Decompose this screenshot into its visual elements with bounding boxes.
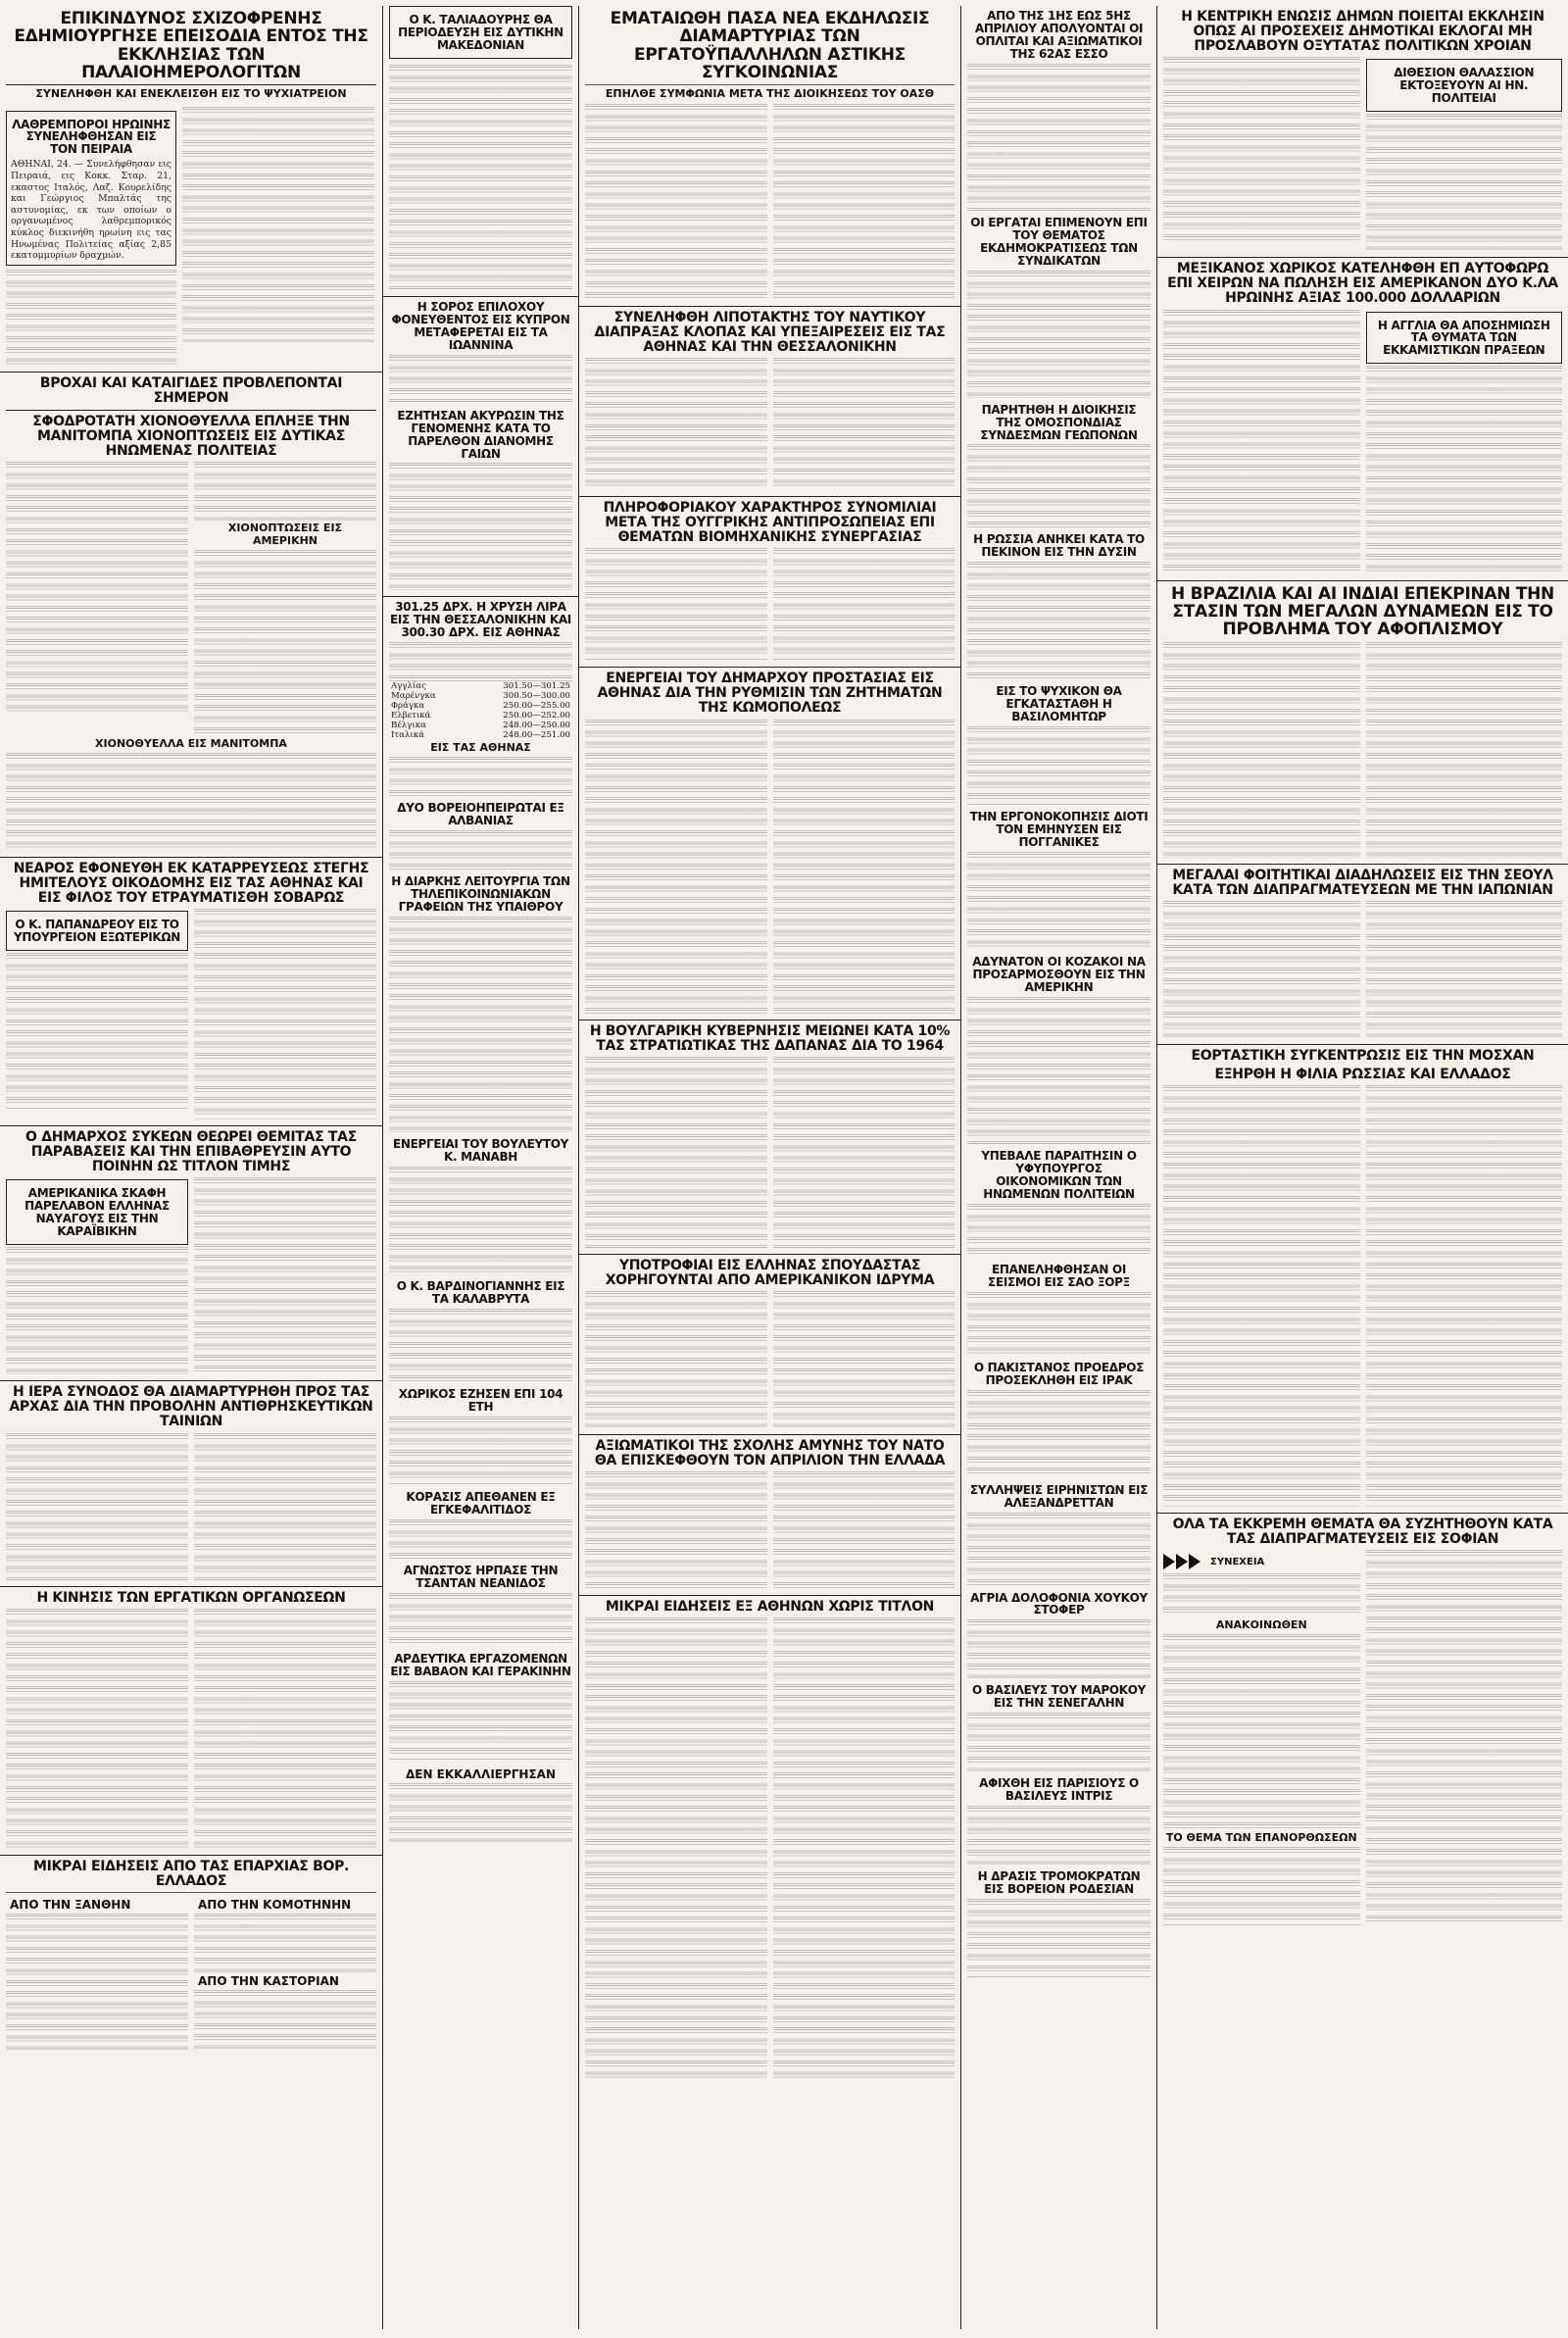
headline: ΜΙΚΡΑΙ ΕΙΔΗΣΕΙΣ ΑΠΟ ΤΑΣ ΕΠΑΡΧΙΑΣ ΒΟΡ. ΕΛΛΑΔΟΣ bbox=[32, 1858, 350, 1889]
article-text-block bbox=[389, 463, 572, 590]
article-text-block bbox=[1163, 1573, 1360, 1617]
article-russia-peking bbox=[967, 533, 1151, 679]
article-text-block bbox=[389, 1593, 572, 1647]
article-text-block bbox=[389, 1417, 572, 1485]
column-3 bbox=[578, 6, 960, 2329]
article-text-block bbox=[967, 1806, 1151, 1865]
article-text-block bbox=[6, 462, 188, 717]
article-text-block bbox=[585, 358, 767, 490]
article-pakistan-iraq bbox=[967, 1362, 1151, 1478]
article-labor-organizations bbox=[6, 1591, 376, 1849]
headline: ΑΡΔΕΥΤΙΚΑ ΕΡΓΑΖΟΜΕΝΩΝ ΕΙΣ ΒΑΒΑΟΝ ΚΑΙ ΓΕΡΑΚΙΝΗΝ bbox=[390, 1651, 571, 1678]
article-text-block bbox=[194, 1177, 376, 1373]
subheadline: ΑΠΟ ΤΗΝ ΚΟΜΟΤΗΝΗΝ bbox=[198, 1897, 352, 1912]
article-hungarian-talks bbox=[585, 501, 955, 661]
article-text-block bbox=[6, 1914, 188, 2051]
article-gold-sovereign bbox=[389, 601, 572, 796]
subheadline: ΧΙΟΝΟΠΤΩΣΕΙΣ ΕΙΣ ΑΜΕΡΙΚΗΝ bbox=[227, 522, 343, 547]
article-brazil-india bbox=[1163, 585, 1562, 858]
article-text-block bbox=[585, 548, 767, 661]
article-text-block bbox=[194, 550, 376, 736]
article-land-distribution bbox=[389, 410, 572, 591]
article-morocco-king bbox=[967, 1684, 1151, 1771]
currency-name: Φράγκα bbox=[391, 701, 425, 712]
headline: Η ΡΩΣΣΙΑ ΑΝΗΚΕΙ ΚΑΤΑ ΤΟ ΠΕΚΙΝΟΝ ΕΙΣ ΤΗΝ ΔΥΣΙΝ bbox=[973, 532, 1145, 560]
article-text-block bbox=[1366, 366, 1563, 572]
headline: ΕΝΕΡΓΕΙΑΙ ΤΟΥ ΔΗΜΑΡΧΟΥ ΠΡΟΣΤΑΣΙΑΣ ΕΙΣ ΑΘΗΝΑΣ ΔΙΑ ΤΗΝ ΡΥΘΜΙΣΙΝ ΤΩΝ ΖΗΤΗΜΑΤΩΝ ΤΗΣ ΚΩΜΟΠΟΛΕΩΣ bbox=[597, 671, 943, 717]
article-rhodesia bbox=[967, 1870, 1151, 1977]
article-contractor bbox=[967, 811, 1151, 950]
article-text-block bbox=[967, 562, 1151, 679]
price-row bbox=[389, 691, 572, 701]
article-text-block bbox=[194, 1609, 376, 1849]
headline: Η ΔΙΑΡΚΗΣ ΛΕΙΤΟΥΡΓΙΑ ΤΩΝ ΤΗΛΕΠΙΚΟΙΝΩΝΙΑΚΩΝ ΓΡΑΦΕΙΩΝ ΤΗΣ ΥΠΑΙΘΡΟΥ bbox=[391, 874, 570, 915]
article-encephalitis bbox=[389, 1491, 572, 1559]
headline: ΕΜΑΤΑΙΩΘΗ ΠΑΣΑ ΝΕΑ ΕΚΔΗΛΩΣΙΣ ΔΙΑΜΑΡΤΥΡΙΑΣ ΤΩΝ ΕΡΓΑΤΟΫΠΑΛΛΗΛΩΝ ΑΣΤΙΚΗΣ ΣΥΓΚΟΙΝΩΝΙΑΣ bbox=[610, 9, 930, 83]
article-text-block bbox=[194, 462, 376, 521]
article-text-block bbox=[6, 270, 176, 368]
article-text-block bbox=[585, 1057, 767, 1248]
continuation-arrows-icon bbox=[1163, 1554, 1200, 1569]
article-north-greece-news bbox=[6, 1860, 376, 2051]
article-text-block bbox=[773, 1057, 956, 1248]
headline: ΕΝΕΡΓΕΙΑΙ ΤΟΥ ΒΟΥΛΕΥΤΟΥ Κ. ΜΑΝΑΒΗ bbox=[392, 1137, 569, 1165]
headline: ΜΕΞΙΚΑΝΟΣ ΧΩΡΙΚΟΣ ΚΑΤΕΛΗΦΘΗ ΕΠ ΑΥΤΟΦΩΡΩ ΕΠΙ ΧΕΙΡΩΝ ΝΑ ΠΩΛΗΣΗ ΕΙΣ ΑΜΕΡΙΚΑΝΟΝ ΔΥΟ Κ.ΛΑ ΗΡΩΙΝΗΣ ΑΞΙΑΣ 100.000 ΔΟΛΛΑΡΙΩΝ bbox=[1167, 261, 1558, 307]
article-text-block bbox=[773, 720, 956, 1014]
article-text-block bbox=[773, 1291, 956, 1428]
article-text-block bbox=[389, 642, 572, 681]
headline: Η ΔΡΑΣΙΣ ΤΡΟΜΟΚΡΑΤΩΝ ΕΙΣ ΒΟΡΕΙΟΝ ΡΟΔΕΣΙΑΝ bbox=[977, 1869, 1141, 1897]
headline: ΑΠΟ ΤΗΣ 1ΗΣ ΕΩΣ 5ΗΣ ΑΠΡΙΛΙΟΥ ΑΠΟΛΥΟΝΤΑΙ ΟΙ ΟΠΛΙΤΑΙ ΚΑΙ ΑΞΙΩΜΑΤΙΚΟΙ ΤΗΣ 62ΑΣ ΕΣΣΟ bbox=[974, 9, 1144, 61]
article-text-block bbox=[585, 1291, 767, 1428]
headline: ΔΥΟ ΒΟΡΕΙΟΗΠΕΙΡΩΤΑΙ ΕΞ ΑΛΒΑΝΙΑΣ bbox=[397, 801, 564, 828]
headline: ΠΑΡΗΤΗΘΗ Η ΔΙΟΙΚΗΣΙΣ ΤΗΣ ΟΜΟΣΠΟΝΔΙΑΣ ΣΥΝΔΕΣΜΩΝ ΓΕΩΠΟΝΩΝ bbox=[980, 402, 1138, 442]
article-text-block bbox=[1163, 1847, 1360, 1925]
article-text-block bbox=[389, 355, 572, 404]
headline: ΤΗΝ ΕΡΓΟΝΟΚΟΠΗΣΙΣ ΔΙΟΤΙ ΤΟΝ ΕΜΗΝΥΣΕΝ ΕΙΣ ΠΟΓΓΑΝΙΚΕΣ bbox=[969, 810, 1149, 850]
price-row bbox=[389, 701, 572, 711]
article-schizophrenic bbox=[6, 10, 376, 101]
article-text-block bbox=[967, 1899, 1151, 1977]
article-text-block bbox=[194, 1433, 376, 1580]
article-text-block bbox=[1163, 1634, 1360, 1830]
headline: ΧΩΡΙΚΟΣ ΕΖΗΣΕΝ ΕΠΙ 104 ΕΤΗ bbox=[398, 1387, 564, 1414]
article-text-block bbox=[389, 917, 572, 1132]
article-text-block bbox=[967, 271, 1151, 398]
article-weather bbox=[6, 376, 376, 851]
headline: Η ΣΟΡΟΣ ΕΠΙΛΟΧΟΥ ΦΟΝΕΥΘΕΝΤΟΣ ΕΙΣ ΚΥΠΡΟΝ ΜΕΤΑΦΕΡΕΤΑΙ ΕΙΣ ΤΑ ΙΩΑΝΝΙΝΑ bbox=[391, 299, 570, 352]
article-workers-unions bbox=[967, 217, 1151, 398]
column-1 bbox=[0, 6, 382, 2329]
article-heroin-piraeus bbox=[6, 111, 176, 266]
article-text-block bbox=[773, 104, 956, 300]
currency-price: 250.00—255.00 bbox=[503, 701, 570, 712]
article-vardinogiannis bbox=[389, 1280, 572, 1382]
article-cossacks bbox=[967, 956, 1151, 1144]
article-soldier-body bbox=[389, 301, 572, 404]
article-text-block bbox=[389, 1681, 572, 1760]
article-taliadouris bbox=[389, 6, 572, 59]
headline: Ο ΒΑΣΙΛΕΥΣ ΤΟΥ ΜΑΡΟΚΟΥ ΕΙΣ ΤΗΝ ΣΕΝΕΓΑΛΗΝ bbox=[971, 1683, 1147, 1711]
headline: ΔΕΝ ΕΚΚΑΛΛΙΕΡΓΗΣΑΝ bbox=[405, 1766, 557, 1781]
article-sofia-negotiations bbox=[1163, 1517, 1562, 1925]
headline: 301.25 ΔΡΧ. Η ΧΡΥΣΗ ΛΙΡΑ ΕΙΣ ΤΗΝ ΘΕΣΣΑΛΟΝΙΚΗΝ ΚΑΙ 300.30 ΔΡΧ. ΕΙΣ ΑΘΗΝΑΣ bbox=[390, 600, 571, 640]
headline: ΑΞΙΩΜΑΤΙΚΟΙ ΤΗΣ ΣΧΟΛΗΣ ΑΜΥΝΗΣ ΤΟΥ ΝΑΤΟ ΘΑ ΕΠΙΣΚΕΦΘΟΥΝ ΤΟΝ ΑΠΡΙΛΙΟΝ ΤΗΝ ΕΛΛΑΔΑ bbox=[594, 1437, 946, 1469]
article-body: ΑΘΗΝΑΙ, 24. — Συνελήφθησαν εις Πειραιά, εις Κοκκ. Σταρ. 21, εκαστος Ιταλός, Λαζ. Κουρελίδης και Γεώργιος Μπαλτάς της αστυνομίας, εκ των οποίων ο οργανωμένος λαθρεμπορικός κύκλος διεκινήθη ηρωίνη εις τας Ηνωμένας Πολιτείας αξίας 2,85 εκατομμυρίων δραχμών. bbox=[11, 159, 172, 262]
article-sao-jorge bbox=[967, 1264, 1151, 1356]
article-text-block bbox=[967, 1619, 1151, 1678]
article-text-block bbox=[1366, 114, 1563, 251]
article-text-block bbox=[6, 1247, 188, 1374]
headline: ΣΦΟΔΡΟΤΑΤΗ ΧΙΟΝΟΘΥΕΛΛΑ ΕΠΛΗΞΕ ΤΗΝ ΜΑΝΙΤΟΜΠΑ ΧΙΟΝΟΠΤΩΣΕΙΣ ΕΙΣ ΔΥΤΙΚΑΣ ΗΝΩΜΕΝΑΣ ΠΟΛΙΤΕΙΑΣ bbox=[32, 414, 350, 460]
price-table bbox=[389, 681, 572, 740]
article-municipal-elections bbox=[1163, 10, 1562, 251]
article-text-block bbox=[773, 1471, 956, 1589]
headline: Ο ΔΗΜΑΡΧΟΣ ΣΥΚΕΩΝ ΘΕΩΡΕΙ ΘΕΜΙΤΑΣ ΤΑΣ ΠΑΡΑΒΑΣΕΙΣ ΚΑΙ ΤΗΝ ΕΠΙΒΑΘΡΕΥΣΙΝ ΑΥΤΟ ΠΟΙΝΗΝ ΩΣ ΤΙΤΛΟΝ ΤΙΜΗΣ bbox=[25, 1129, 357, 1175]
article-text-block bbox=[1366, 1085, 1563, 1507]
headline: ΣΥΛΛΗΨΕΙΣ ΕΙΡΗΝΙΣΤΩΝ ΕΙΣ ΑΛΕΞΑΝΔΡΕΤΤΑΝ bbox=[969, 1482, 1149, 1510]
article-agronomists bbox=[967, 404, 1151, 528]
headline: ΥΠΟΤΡΟΦΙΑΙ ΕΙΣ ΕΛΛΗΝΑΣ ΣΠΟΥΔΑΣΤΑΣ ΧΟΡΗΓΟΥΝΤΑΙ ΑΠΟ ΑΜΕΡΙΚΑΝΙΚΟΝ ΙΔΡΥΜΑ bbox=[605, 1257, 935, 1288]
article-mexican-heroin bbox=[1163, 262, 1562, 573]
article-purse-theft bbox=[389, 1565, 572, 1647]
headline: ΑΦΙΧΘΗ ΕΙΣ ΠΑΡΙΣΙΟΥΣ Ο ΒΑΣΙΛΕΥΣ ΙΝΤΡΙΣ bbox=[979, 1776, 1139, 1804]
headline: ΔΙΘΕΣΙΟΝ ΘΑΛΑΣΣΙΟΝ ΕΚΤΟΞΕΥΟΥΝ ΑΙ ΗΝ. ΠΟΛΙΤΕΙΑΙ bbox=[1394, 66, 1535, 106]
currency-price: 300.50—300.00 bbox=[503, 691, 570, 702]
currency-price: 301.50—301.25 bbox=[503, 681, 570, 692]
article-104-years bbox=[389, 1388, 572, 1485]
headline: ΑΓΝΩΣΤΟΣ ΗΡΠΑΣΕ ΤΗΝ ΤΣΑΝΤΑΝ ΝΕΑΝΙΔΟΣ bbox=[403, 1563, 559, 1590]
article-text-block bbox=[389, 1519, 572, 1559]
article-text-block bbox=[585, 1471, 767, 1589]
headline: Ο Κ. ΤΑΛΙΑΔΟΥΡΗΣ ΘΑ ΠΕΡΙΟΔΕΥΣΗ ΕΙΣ ΔΥΤΙΚΗΝ ΜΑΚΕΔΟΝΙΑΝ bbox=[398, 13, 564, 52]
article-navy-deserter bbox=[585, 311, 955, 490]
article-treasury-resign bbox=[967, 1150, 1151, 1258]
article-text-block bbox=[967, 1513, 1151, 1586]
headline: Ο ΠΑΚΙΣΤΑΝΟΣ ΠΡΟΕΔΡΟΣ ΠΡΟΣΕΚΛΗΘΗ ΕΙΣ ΙΡΑΚ bbox=[973, 1360, 1145, 1387]
headline: ΕΠΑΝΕΛΗΦΘΗΣΑΝ ΟΙ ΣΕΙΣΜΟΙ ΕΙΣ ΣΑΟ ΞΟΡΞ bbox=[988, 1262, 1130, 1289]
headline: ΣΥΝΕΛΗΦΘΗ ΛΙΠΟΤΑΚΤΗΣ ΤΟΥ ΝΑΥΤΙΚΟΥ ΔΙΑΠΡΑΞΑΣ ΚΛΟΠΑΣ ΚΑΙ ΥΠΕΞΑΙΡΕΣΕΙΣ ΕΙΣ ΤΑΣ ΑΘΗΝΑΣ ΚΑΙ ΤΗΝ ΘΕΣΣΑΛΟΝΙΚΗΝ bbox=[594, 309, 946, 355]
subheadline: ΑΠΟ ΤΗΝ ΚΑΣΤΟΡΙΑΝ bbox=[198, 1973, 339, 1988]
article-pacifist-arrests bbox=[967, 1484, 1151, 1586]
article-queen-mother bbox=[967, 685, 1151, 805]
article-text-block bbox=[1366, 642, 1563, 858]
headline: ΝΕΑΡΟΣ ΕΦΟΝΕΥΘΗ ΕΚ ΚΑΤΑΡΡΕΥΣΕΩΣ ΣΤΕΓΗΣ ΗΜΙΤΕΛΟΥΣ ΟΙΚΟΔΟΜΗΣ ΕΙΣ ΤΑΣ ΑΘΗΝΑΣ ΚΑΙ ΕΙΣ ΦΙΛΟΣ ΤΟΥ ΕΤΡΑΥΜΑΤΙΣΘΗ ΣΟΒΑΡΩΣ bbox=[13, 860, 369, 906]
article-text-block bbox=[1366, 1550, 1563, 1922]
article-not-cultivated bbox=[389, 1766, 572, 1842]
article-text-block bbox=[1366, 901, 1563, 1038]
price-row bbox=[389, 681, 572, 691]
headline: ΕΠΙΚΙΝΔΥΝΟΣ ΣΧΙΖΟΦΡΕΝΗΣ ΕΔΗΜΙΟΥΡΓΗΣΕ ΕΠΕΙΣΟΔΙΑ ΕΝΤΟΣ ΤΗΣ ΕΚΚΛΗΣΙΑΣ ΤΩΝ ΠΑΛΑΙΟΗΜΕΡΟΛΟΓΙΤΩΝ bbox=[6, 10, 376, 85]
column-5 bbox=[1156, 6, 1568, 2329]
price-row bbox=[389, 721, 572, 730]
subheadline: ΑΠΟ ΤΗΝ ΞΑΝΘΗΝ bbox=[10, 1897, 131, 1912]
headline: ΚΟΡΑΣΙΣ ΑΠΕΘΑΝΕΝ ΕΞ ΕΓΚΕΦΑΛΙΤΙΔΟΣ bbox=[406, 1489, 556, 1517]
headline: Η ΒΡΑΖΙΛΙΑ ΚΑΙ ΑΙ ΙΝΔΙΑΙ ΕΠΕΚΡΙΝΑΝ ΤΗΝ ΣΤΑΣΙΝ ΤΩΝ ΜΕΓΑΛΩΝ ΔΥΝΑΜΕΩΝ ΕΙΣ ΤΟ ΠΡΟΒΛΗΜΑ ΤΟΥ ΑΦΟΠΛΙΣΜΟΥ bbox=[1171, 583, 1554, 640]
subheadline: ΕΠΗΛΘΕ ΣΥΜΦΩΝΙΑ ΜΕΤΑ ΤΗΣ ΔΙΟΙΚΗΣΕΩΣ ΤΟΥ ΟΑΣΘ bbox=[605, 87, 935, 101]
article-manavis bbox=[389, 1138, 572, 1274]
subheadline: ΣΥΝΕΛΗΦΘΗ ΚΑΙ ΕΝΕΚΛΕΙΣΘΗ ΕΙΣ ΤΟ ΨΥΧΙΑΤΡΕΙΟΝ bbox=[35, 87, 347, 101]
article-text-block bbox=[967, 1390, 1151, 1478]
currency-name: Βέλγικα bbox=[391, 721, 426, 731]
article-nato-officers bbox=[585, 1439, 955, 1589]
headline: Η ΙΕΡΑ ΣΥΝΟΔΟΣ ΘΑ ΔΙΑΜΑΡΤΥΡΗΘΗ ΠΡΟΣ ΤΑΣ ΑΡΧΑΣ ΔΙΑ ΤΗΝ ΠΡΟΒΟΛΗΝ ΑΝΤΙΘΡΗΣΚΕΥΤΙΚΩΝ ΤΑΙΝΙΩΝ bbox=[9, 1384, 373, 1430]
article-oasth-strike bbox=[585, 10, 955, 300]
currency-price: 250.00—252.00 bbox=[503, 711, 570, 721]
column-2 bbox=[382, 6, 578, 2329]
headline: ΥΠΕΒΑΛΕ ΠΑΡΑΙΤΗΣΙΝ Ο ΥΦΥΠΟΥΡΓΟΣ ΟΙΚΟΝΟΜΙΚΩΝ ΤΩΝ ΗΝΩΜΕΝΩΝ ΠΟΛΙΤΕΙΩΝ bbox=[981, 1148, 1137, 1201]
article-text-block bbox=[585, 720, 767, 1014]
article-text-block bbox=[1163, 1085, 1360, 1507]
article-text-block bbox=[585, 1617, 767, 2078]
article-text-block bbox=[967, 726, 1151, 805]
headline: ΒΡΟΧΑΙ ΚΑΙ ΚΑΤΑΙΓΙΔΕΣ ΠΡΟΒΛΕΠΟΝΤΑΙ ΣΗΜΕΡΟΝ bbox=[39, 374, 343, 406]
subheadline: ΑΝΑΚΟΙΝΩΘΕΝ bbox=[1215, 1618, 1307, 1632]
currency-name: Μαρένγκα bbox=[391, 691, 436, 702]
column-4 bbox=[960, 6, 1156, 2329]
subheadline: ΕΙΣ ΤΑΣ ΑΘΗΝΑΣ bbox=[430, 741, 531, 755]
article-seoul-students bbox=[1163, 869, 1562, 1038]
subheadline: ΕΞΗΡΘΗ Η ΦΙΛΙΑ ΡΩΣΣΙΑΣ ΚΑΙ ΕΛΛΑΔΟΣ bbox=[1214, 1066, 1511, 1082]
article-text-block bbox=[967, 852, 1151, 950]
price-row bbox=[389, 730, 572, 740]
headline: ΜΕΓΑΛΑΙ ΦΟΙΤΗΤΙΚΑΙ ΔΙΑΔΗΛΩΣΕΙΣ ΕΙΣ ΤΗΝ ΣΕΟΥΛ ΚΑΤΑ ΤΩΝ ΔΙΑΠΡΑΓΜΑΤΕΥΣΕΩΝ ΜΕ ΤΗΝ ΙΑΠΩΝΙΑΝ bbox=[1172, 867, 1553, 898]
article-text-block bbox=[1163, 310, 1360, 574]
article-text-block bbox=[1163, 57, 1360, 243]
headline: ΜΙΚΡΑΙ ΕΙΔΗΣΕΙΣ ΕΞ ΑΘΗΝΩΝ ΧΩΡΙΣ ΤΙΤΛΟΝ bbox=[605, 1599, 935, 1616]
article-text-block bbox=[773, 548, 956, 661]
article-text-block bbox=[585, 104, 767, 300]
headline: ΑΜΕΡΙΚΑΝΙΚΑ ΣΚΑΦΗ ΠΑΡΕΛΑΒΟΝ ΕΛΛΗΝΑΣ ΝΑΥΑΓΟΥΣ ΕΙΣ ΤΗΝ ΚΑΡΑΪΒΙΚΗΝ bbox=[24, 1186, 170, 1239]
article-text-block bbox=[389, 1309, 572, 1382]
article-roof-collapse bbox=[6, 862, 376, 1119]
article-holy-synod bbox=[6, 1385, 376, 1579]
headline: Η ΑΓΓΛΙΑ ΘΑ ΑΠΟΣΗΜΙΩΣΗ ΤΑ ΘΥΜΑΤΑ ΤΩΝ ΕΚΚΑΜΙΣΤΙΚΩΝ ΠΡΑΞΕΩΝ bbox=[1377, 318, 1550, 358]
article-north-epirotes bbox=[389, 802, 572, 870]
article-text-block bbox=[389, 1783, 572, 1842]
currency-name: Ελβετικά bbox=[391, 711, 431, 721]
headline: Η ΒΟΥΛΓΑΡΙΚΗ ΚΥΒΕΡΝΗΣΙΣ ΜΕΙΩΝΕΙ ΚΑΤΑ 10% ΤΑΣ ΣΤΡΑΤΙΩΤΙΚΑΣ ΤΗΣ ΔΑΠΑΝΑΣ ΔΙΑ ΤΟ 1964 bbox=[589, 1022, 951, 1054]
article-text-block bbox=[1163, 901, 1360, 1038]
article-text-block bbox=[967, 1204, 1151, 1258]
headline: ΕΖΗΤΗΣΑΝ ΑΚΥΡΩΣΙΝ ΤΗΣ ΓΕΝΟΜΕΝΗΣ ΚΑΤΑ ΤΟ ΠΑΡΕΛΘΟΝ ΔΙΑΝΟΜΗΣ ΓΑΙΩΝ bbox=[397, 408, 564, 461]
headline: ΕΟΡΤΑΣΤΙΚΗ ΣΥΓΚΕΝΤΡΩΣΙΣ ΕΙΣ ΤΗΝ ΜΟΣΧΑΝ bbox=[1191, 1047, 1535, 1064]
headline: ΕΙΣ ΤΟ ΨΥΧΙΚΟΝ ΘΑ ΕΓΚΑΤΑΣΤΑΘΗ Η ΒΑΣΙΛΟΜΗΤΩΡ bbox=[996, 684, 1122, 724]
article-text-block bbox=[389, 65, 572, 290]
article-text-block bbox=[6, 1433, 188, 1580]
article-text-block bbox=[194, 1990, 376, 2049]
article-text-block bbox=[967, 1713, 1151, 1771]
headline: Η ΚΕΝΤΡΙΚΗ ΕΝΩΣΙΣ ΔΗΜΩΝ ΠΟΙΕΙΤΑΙ ΕΚΚΛΗΣΙΝ ΟΠΩΣ ΑΙ ΠΡΟΣΕΧΕΙΣ ΔΗΜΟΤΙΚΑΙ ΕΚΛΟΓΑΙ ΜΗ ΠΡΟΣΛΑΒΟΥΝ ΟΞΥΤΑΤΑΣ ΠΟΛΙΤΙΚΩΝ ΧΡΟΙΑΝ bbox=[1181, 9, 1544, 55]
article-text-block bbox=[194, 909, 376, 1119]
article-text-block bbox=[6, 753, 376, 851]
article-text-block bbox=[6, 953, 188, 1110]
article-bulgarian-military bbox=[585, 1024, 955, 1248]
article-text-block bbox=[182, 107, 374, 342]
article-murder bbox=[967, 1592, 1151, 1679]
currency-price: 248.00—250.00 bbox=[503, 721, 570, 731]
headline: Ο Κ. ΠΑΠΑΝΔΡΕΟΥ ΕΙΣ ΤΟ ΥΠΟΥΡΓΕΙΟΝ ΕΞΩΤΕΡΙΚΩΝ bbox=[13, 918, 180, 944]
article-king-idris bbox=[967, 1777, 1151, 1865]
headline: ΛΑΘΡΕΜΠΟΡΟΙ ΗΡΩΙΝΗΣ ΣΥΝΕΛΗΦΘΗΣΑΝ ΕΙΣ ΤΟΝ ΠΕΙΡΑΙΑ bbox=[12, 117, 171, 157]
headline: ΟΙ ΕΡΓΑΤΑΙ ΕΠΙΜΕΝΟΥΝ ΕΠΙ ΤΟΥ ΘΕΜΑΤΟΣ ΕΚΔΗΜΟΚΡΑΤΙΣΕΩΣ ΤΩΝ ΣΥΝΔΙΚΑΤΩΝ bbox=[970, 215, 1148, 268]
article-scholarships bbox=[585, 1259, 955, 1428]
headline: Η ΚΙΝΗΣΙΣ ΤΩΝ ΕΡΓΑΤΙΚΩΝ ΟΡΓΑΝΩΣΕΩΝ bbox=[36, 1589, 346, 1606]
article-athens-briefs bbox=[585, 1600, 955, 2078]
subheadline: ΧΙΟΝΟΘΥΕΛΛΑ ΕΙΣ ΜΑΝΙΤΟΜΠΑ bbox=[95, 736, 287, 750]
headline: Ο Κ. ΒΑΡΔΙΝΟΓΙΑΝΝΗΣ ΕΙΣ ΤΑ ΚΑΛΑΒΡΥΤΑ bbox=[396, 1279, 565, 1307]
currency-name: Ιταλικά bbox=[391, 730, 424, 741]
article-mayor-prostasia bbox=[585, 672, 955, 1013]
headline: ΟΛΑ ΤΑ ΕΚΚΡΕΜΗ ΘΕΜΑΤΑ ΘΑ ΣΥΖΗΤΗΘΟΥΝ ΚΑΤΑ ΤΑΣ ΔΙΑΠΡΑΓΜΑΤΕΥΣΕΙΣ ΕΙΣ ΣΟΦΙΑΝ bbox=[1172, 1517, 1553, 1548]
article-telecom-offices bbox=[389, 875, 572, 1132]
subheadline: ΤΟ ΘΕΜΑ ΤΩΝ ΕΠΑΝΟΡΘΩΣΕΩΝ bbox=[1165, 1831, 1357, 1845]
article-mayor-sykeon bbox=[6, 1130, 376, 1374]
article-text-block bbox=[773, 1617, 956, 2078]
headline: ΑΔΥΝΑΤΟΝ ΟΙ ΚΟΖΑΚΟΙ ΝΑ ΠΡΟΣΑΡΜΟΣΘΟΥΝ ΕΙΣ ΤΗΝ ΑΜΕΡΙΚΗΝ bbox=[972, 955, 1146, 995]
headline: ΠΛΗΡΟΦΟΡΙΑΚΟΥ ΧΑΡΑΚΤΗΡΟΣ ΣΥΝΟΜΙΛΙΑΙ ΜΕΤΑ ΤΗΣ ΟΥΓΓΡΙΚΗΣ ΑΝΤΙΠΡΟΣΩΠΕΙΑΣ ΕΠΙ ΘΕΜΑΤΩΝ ΒΙΟΜΗΧΑΝΙΚΗΣ ΣΥΝΕΡΓΑΣΙΑΣ bbox=[603, 499, 937, 546]
article-text-block bbox=[389, 1167, 572, 1274]
article-soldier-discharge bbox=[967, 10, 1151, 211]
article-text-block bbox=[194, 1914, 376, 1972]
article-text-block bbox=[1163, 642, 1360, 858]
article-text-block bbox=[967, 997, 1151, 1144]
article-text-block bbox=[773, 358, 956, 490]
price-row bbox=[389, 711, 572, 721]
article-text-block bbox=[389, 757, 572, 796]
currency-price: 248.00—251.00 bbox=[503, 730, 570, 741]
article-text-block bbox=[967, 1292, 1151, 1356]
article-moscow-gathering bbox=[1163, 1049, 1562, 1507]
headline: ΑΓΡΙΑ ΔΟΛΟΦΟΝΙΑ ΧΟΥΚΟΥ ΣΤΟΦΕΡ bbox=[970, 1590, 1148, 1617]
article-irrigation bbox=[389, 1653, 572, 1760]
article-text-block bbox=[6, 1609, 188, 1849]
currency-name: Αγγλίας bbox=[391, 681, 426, 692]
article-text-block bbox=[967, 64, 1151, 211]
article-text-block bbox=[389, 830, 572, 870]
article-text-block bbox=[967, 444, 1151, 527]
continuation-label: ΣΥΝΕΧΕΙΑ bbox=[1210, 1556, 1265, 1567]
